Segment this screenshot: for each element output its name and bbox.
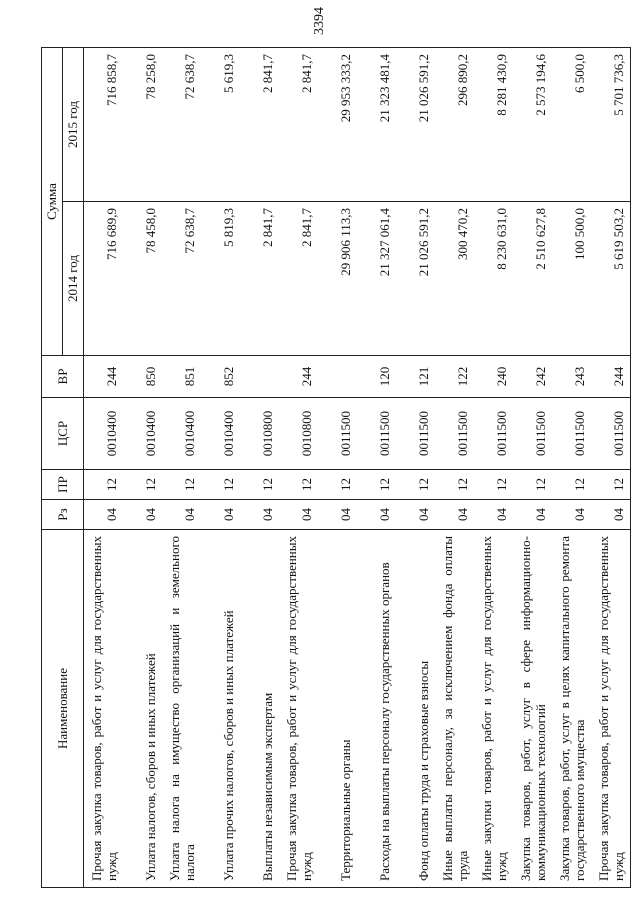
- row-name: Прочая закупка товаров, работ и услуг для государственных нужд: [279, 530, 318, 888]
- table-row: [552, 48, 591, 888]
- row-csr: 0010400: [84, 398, 124, 470]
- table-row: [201, 48, 240, 888]
- row-sum-2015: 5 701 736,3: [591, 48, 631, 202]
- row-sum-2015: 21 026 591,2: [396, 48, 435, 202]
- row-csr: 0011500: [357, 398, 396, 470]
- header-2014: 2014 год: [63, 202, 84, 356]
- row-sum-2014: 2 510 627,8: [513, 202, 552, 356]
- table-row: [591, 48, 631, 888]
- row-csr: 0011500: [318, 398, 357, 470]
- row-rz: 04: [474, 500, 513, 530]
- row-sum-2014: 716 689,9: [84, 202, 124, 356]
- row-vr: 850: [123, 356, 162, 398]
- row-csr: 0011500: [552, 398, 591, 470]
- row-sum-2015: 2 841,7: [279, 48, 318, 202]
- row-csr: 0010400: [201, 398, 240, 470]
- row-name: Выплаты независимым экспертам: [240, 530, 279, 888]
- row-csr: 0010400: [162, 398, 201, 470]
- row-rz: 04: [513, 500, 552, 530]
- table-row: [123, 48, 162, 888]
- table-row: [162, 48, 201, 888]
- row-name: Фонд оплаты труда и страховые взносы: [396, 530, 435, 888]
- row-pr: 12: [396, 470, 435, 500]
- row-name: Уплата налогов, сборов и иных платежей: [123, 530, 162, 888]
- row-csr: 0011500: [513, 398, 552, 470]
- row-pr: 12: [591, 470, 631, 500]
- row-name: Прочая закупка товаров, работ и услуг для государственных нужд: [591, 530, 631, 888]
- row-name: Иные закупки товаров, работ и услуг для государственных нужд: [474, 530, 513, 888]
- row-sum-2014: 5 819,3: [201, 202, 240, 356]
- row-name: Территориальные органы: [318, 530, 357, 888]
- row-sum-2015: 2 841,7: [240, 48, 279, 202]
- row-sum-2015: 2 573 194,6: [513, 48, 552, 202]
- row-vr: 244: [591, 356, 631, 398]
- row-pr: 12: [474, 470, 513, 500]
- row-sum-2015: 78 258,0: [123, 48, 162, 202]
- row-vr: 851: [162, 356, 201, 398]
- row-pr: 12: [513, 470, 552, 500]
- row-sum-2014: 72 638,7: [162, 202, 201, 356]
- row-pr: 12: [84, 470, 124, 500]
- row-rz: 04: [435, 500, 474, 530]
- row-csr: 0010800: [240, 398, 279, 470]
- row-name: Уплата налога на имущество организаций и земельного налога: [162, 530, 201, 888]
- row-rz: 04: [279, 500, 318, 530]
- row-vr: 852: [201, 356, 240, 398]
- table-row: [513, 48, 552, 888]
- header-2015: 2015 год: [63, 48, 84, 202]
- table-row: [84, 48, 124, 888]
- page-number: [0, 7, 640, 35]
- row-rz: 04: [201, 500, 240, 530]
- table-row: [357, 48, 396, 888]
- row-vr: 243: [552, 356, 591, 398]
- row-vr: 242: [513, 356, 552, 398]
- page-number-text: 3394: [312, 7, 327, 35]
- row-sum-2015: 716 858,7: [84, 48, 124, 202]
- row-sum-2015: 5 619,3: [201, 48, 240, 202]
- header-sum: Сумма: [42, 48, 63, 356]
- row-csr: 0010400: [123, 398, 162, 470]
- row-sum-2014: 21 026 591,2: [396, 202, 435, 356]
- row-csr: 0010800: [279, 398, 318, 470]
- row-sum-2015: 6 500,0: [552, 48, 591, 202]
- row-sum-2015: 296 890,2: [435, 48, 474, 202]
- row-name: Расходы на выплаты персоналу государственных органов: [357, 530, 396, 888]
- row-pr: 12: [552, 470, 591, 500]
- row-vr: 244: [84, 356, 124, 398]
- row-pr: 12: [279, 470, 318, 500]
- row-sum-2015: 29 953 333,2: [318, 48, 357, 202]
- row-pr: 12: [318, 470, 357, 500]
- row-name: Иные выплаты персоналу, за исключением фонда оплаты труда: [435, 530, 474, 888]
- row-rz: 04: [123, 500, 162, 530]
- row-sum-2014: 300 470,2: [435, 202, 474, 356]
- table-body: [84, 48, 631, 888]
- row-rz: 04: [357, 500, 396, 530]
- row-vr: 122: [435, 356, 474, 398]
- table-row: [474, 48, 513, 888]
- row-vr: [240, 356, 279, 398]
- row-csr: 0011500: [435, 398, 474, 470]
- row-vr: [318, 356, 357, 398]
- row-pr: 12: [357, 470, 396, 500]
- row-sum-2015: 72 638,7: [162, 48, 201, 202]
- row-sum-2015: 8 281 430,9: [474, 48, 513, 202]
- row-pr: 12: [162, 470, 201, 500]
- header-rz: Рз: [42, 500, 84, 530]
- row-csr: 0011500: [474, 398, 513, 470]
- row-pr: 12: [435, 470, 474, 500]
- row-sum-2014: 21 327 061,4: [357, 202, 396, 356]
- row-sum-2014: 2 841,7: [279, 202, 318, 356]
- row-vr: 240: [474, 356, 513, 398]
- row-sum-2014: 5 619 503,2: [591, 202, 631, 356]
- row-pr: 12: [201, 470, 240, 500]
- row-sum-2014: 78 458,0: [123, 202, 162, 356]
- row-sum-2014: 29 906 113,3: [318, 202, 357, 356]
- row-name: Уплата прочих налогов, сборов и иных платежей: [201, 530, 240, 888]
- row-rz: 04: [240, 500, 279, 530]
- row-rz: 04: [591, 500, 631, 530]
- row-name: Прочая закупка товаров, работ и услуг для государственных нужд: [84, 530, 124, 888]
- budget-table-container: [41, 48, 627, 888]
- table-row: [279, 48, 318, 888]
- table-row: [435, 48, 474, 888]
- header-pr: ПР: [42, 470, 84, 500]
- budget-table: [41, 47, 631, 888]
- row-name: Закупка товаров, работ, услуг в сфере информационно-коммуникационных технологий: [513, 530, 552, 888]
- row-rz: 04: [552, 500, 591, 530]
- header-name: Наименование: [42, 530, 84, 888]
- row-pr: 12: [123, 470, 162, 500]
- row-csr: 0011500: [591, 398, 631, 470]
- table-row: [396, 48, 435, 888]
- row-sum-2015: 21 323 481,4: [357, 48, 396, 202]
- row-sum-2014: 8 230 631,0: [474, 202, 513, 356]
- row-vr: 120: [357, 356, 396, 398]
- row-rz: 04: [162, 500, 201, 530]
- row-vr: 121: [396, 356, 435, 398]
- row-vr: 244: [279, 356, 318, 398]
- row-sum-2014: 2 841,7: [240, 202, 279, 356]
- table-row: [318, 48, 357, 888]
- row-csr: 0011500: [396, 398, 435, 470]
- row-rz: 04: [84, 500, 124, 530]
- header-csr: ЦСР: [42, 398, 84, 470]
- header-vr: ВР: [42, 356, 84, 398]
- row-sum-2014: 100 500,0: [552, 202, 591, 356]
- row-rz: 04: [318, 500, 357, 530]
- table-row: [240, 48, 279, 888]
- row-pr: 12: [240, 470, 279, 500]
- row-name: Закупка товаров, работ, услуг в целях капитального ремонта государственного имущества: [552, 530, 591, 888]
- row-rz: 04: [396, 500, 435, 530]
